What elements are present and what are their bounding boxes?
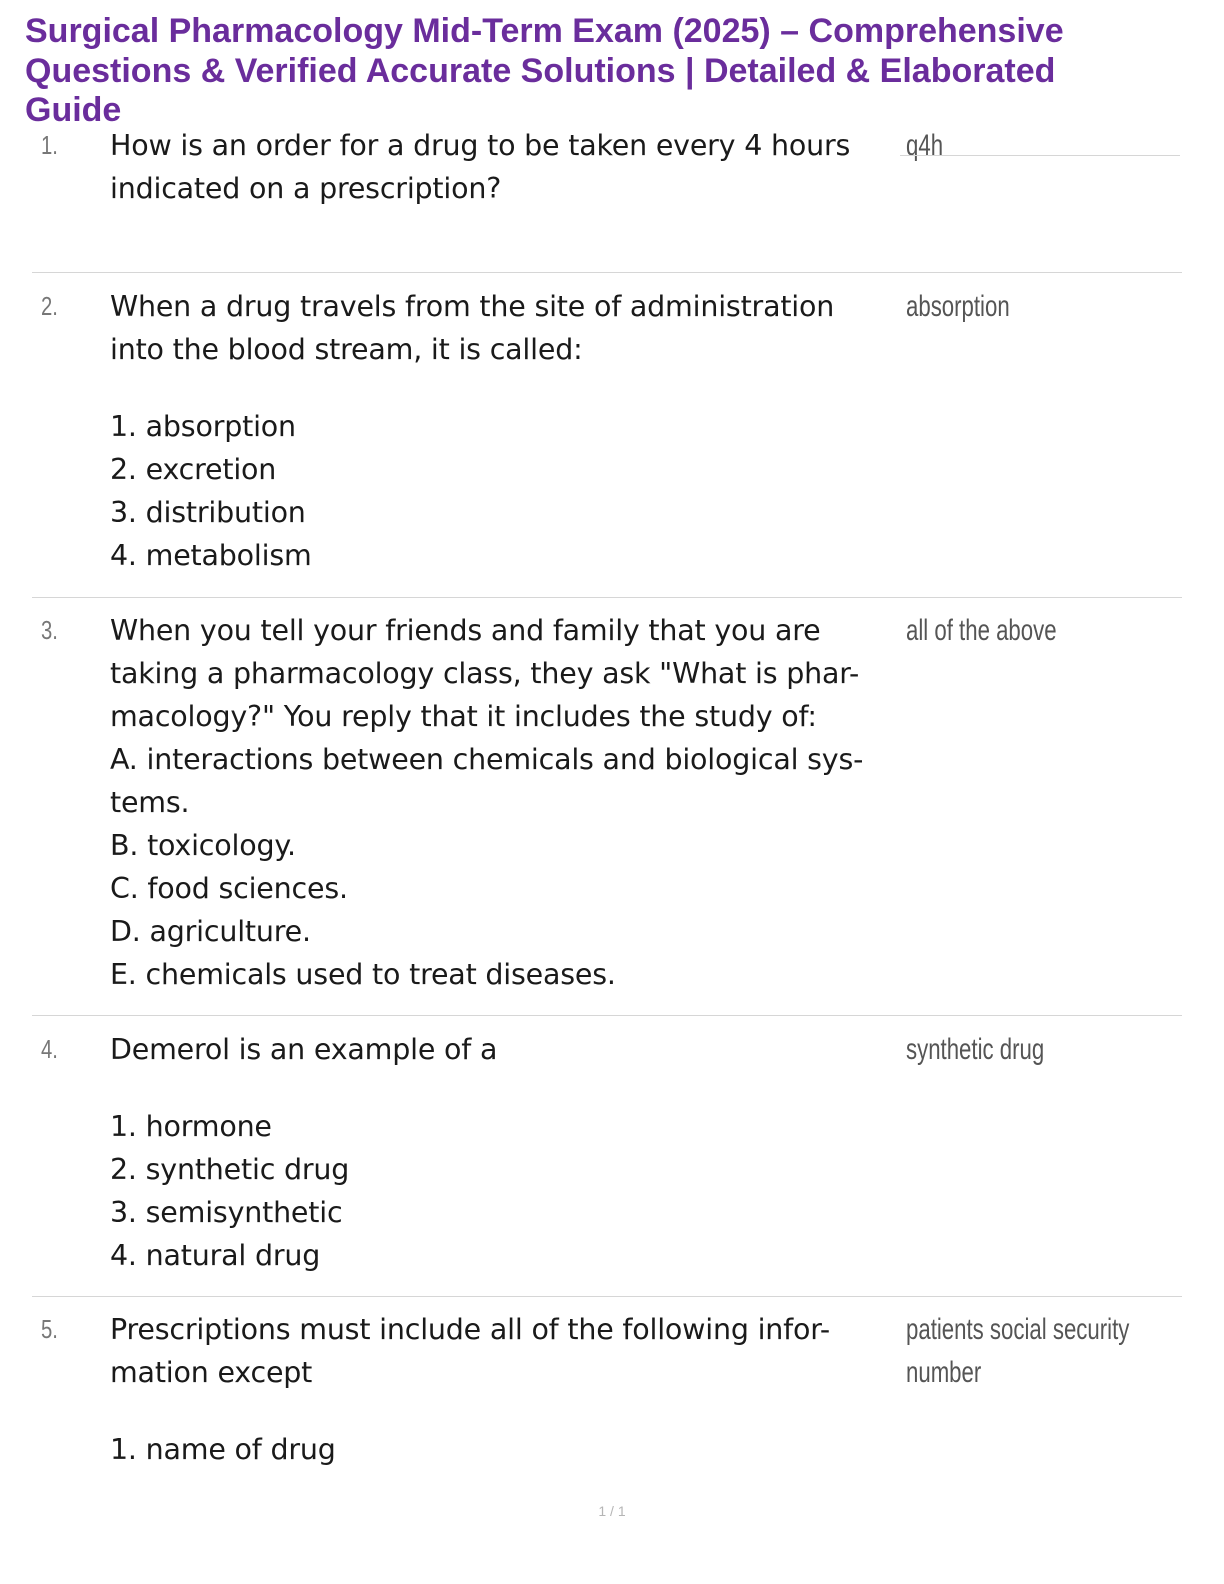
question-line: B. toxicology. bbox=[110, 829, 296, 862]
answer-line: all of the above bbox=[906, 614, 1057, 647]
option-line: 4. natural drug bbox=[110, 1239, 321, 1272]
question-number: 2. bbox=[41, 291, 58, 321]
answer-divider bbox=[900, 155, 1180, 156]
question-number: 5. bbox=[41, 1314, 58, 1344]
option-line: 1. absorption bbox=[110, 410, 296, 443]
answer-line: number bbox=[906, 1356, 982, 1389]
question-text bbox=[110, 1028, 910, 1277]
question-number: 1. bbox=[41, 130, 58, 160]
question-line: C. food sciences. bbox=[110, 872, 348, 905]
question-line: tems. bbox=[110, 786, 190, 819]
page-number: 1 / 1 bbox=[598, 1503, 626, 1519]
question-number: 3. bbox=[41, 615, 58, 645]
option-line: 1. name of drug bbox=[110, 1433, 336, 1466]
question-line: A. interactions between chemicals and biological sys- bbox=[110, 743, 864, 776]
question-number: 4. bbox=[41, 1034, 58, 1064]
question-text bbox=[110, 285, 910, 577]
question-line: When you tell your friends and family that you are bbox=[110, 614, 821, 647]
question-line: How is an order for a drug to be taken every 4 hours bbox=[110, 129, 851, 162]
question-line: Demerol is an example of a bbox=[110, 1033, 498, 1066]
answer-text bbox=[906, 1028, 1121, 1071]
option-line: 2. excretion bbox=[110, 453, 277, 486]
question-line: macology?" You reply that it includes the study of: bbox=[110, 700, 817, 733]
question-line: mation except bbox=[110, 1356, 313, 1389]
question-divider bbox=[32, 1015, 1182, 1016]
option-line: 2. synthetic drug bbox=[110, 1153, 350, 1186]
question-divider bbox=[32, 597, 1182, 598]
option-line: 4. metabolism bbox=[110, 539, 312, 572]
answer-line: synthetic drug bbox=[906, 1033, 1045, 1066]
document-title bbox=[25, 12, 1195, 131]
answer-line: absorption bbox=[906, 290, 1010, 323]
question-text bbox=[110, 1308, 910, 1471]
answer-line: patients social security bbox=[906, 1313, 1130, 1346]
answer-line: q4h bbox=[906, 129, 944, 162]
question-text bbox=[110, 124, 910, 210]
title-line: Guide bbox=[25, 91, 122, 129]
question-line: D. agriculture. bbox=[110, 915, 311, 948]
title-line: Surgical Pharmacology Mid-Term Exam (2025) – Comprehensive bbox=[25, 12, 1064, 50]
question-line: E. chemicals used to treat diseases. bbox=[110, 958, 616, 991]
question-text bbox=[110, 609, 910, 996]
question-line: When a drug travels from the site of administration bbox=[110, 290, 835, 323]
answer-text bbox=[906, 285, 1121, 328]
question-line: indicated on a prescription? bbox=[110, 172, 502, 205]
answer-text bbox=[906, 609, 1121, 652]
question-line: into the blood stream, it is called: bbox=[110, 333, 583, 366]
question-line: Prescriptions must include all of the following infor- bbox=[110, 1313, 831, 1346]
question-divider bbox=[32, 1296, 1182, 1297]
answer-text bbox=[906, 124, 1121, 167]
question-divider bbox=[32, 272, 1182, 273]
option-line: 3. distribution bbox=[110, 496, 306, 529]
option-line: 1. hormone bbox=[110, 1110, 272, 1143]
option-line: 3. semisynthetic bbox=[110, 1196, 343, 1229]
answer-text bbox=[906, 1308, 1130, 1394]
question-line: taking a pharmacology class, they ask "What is phar- bbox=[110, 657, 860, 690]
title-line: Questions & Verified Accurate Solutions | Detailed & Elaborated bbox=[25, 51, 1056, 90]
